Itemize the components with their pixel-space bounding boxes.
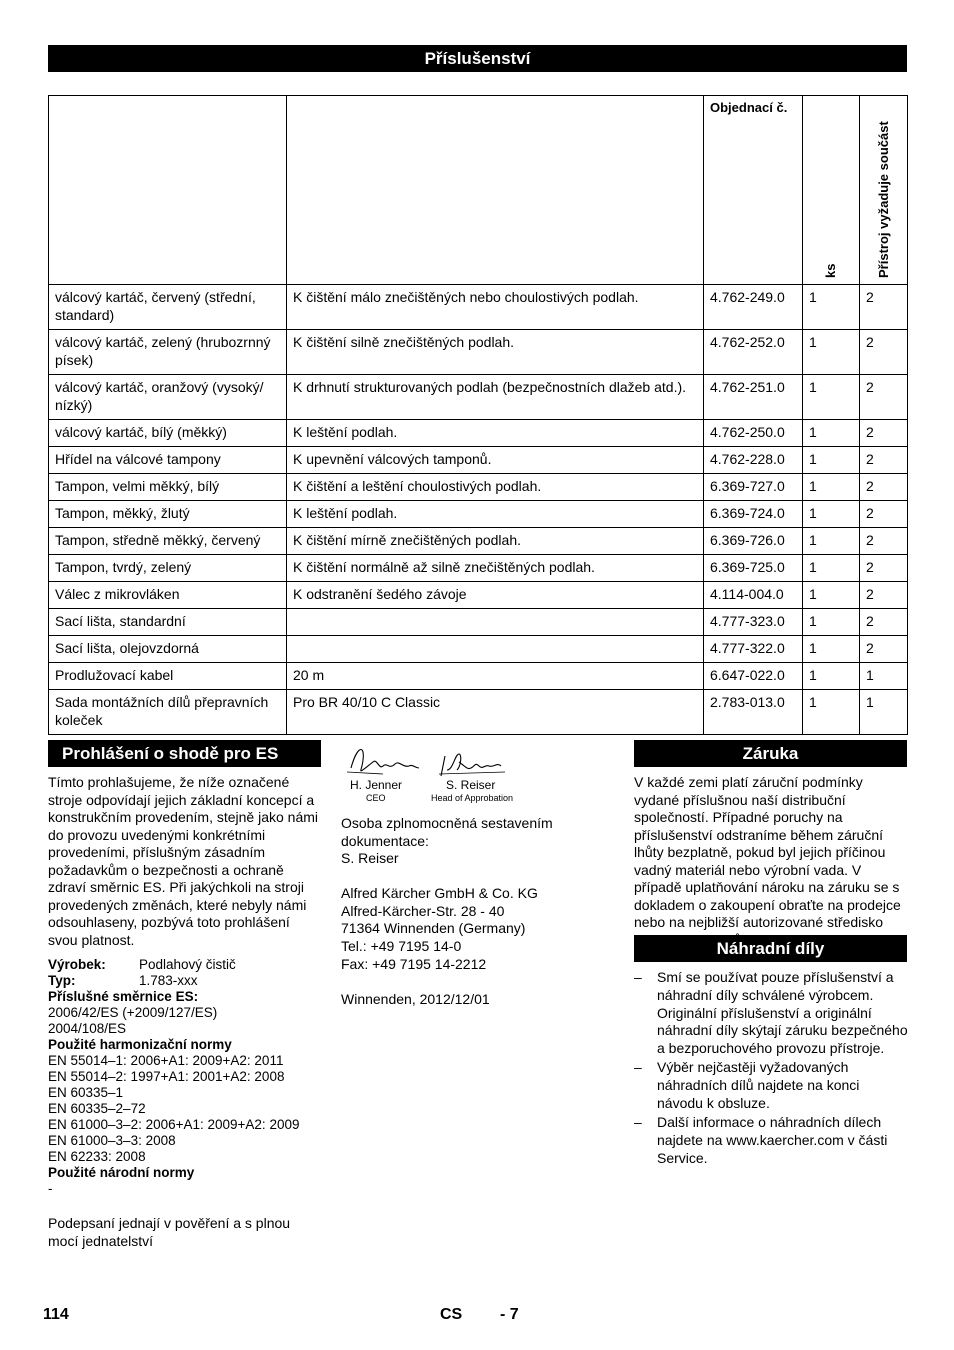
table-row — [49, 420, 908, 447]
header-required-label: Přístroj vyžaduje součást — [875, 121, 891, 278]
cell-ks: 1 — [803, 474, 860, 501]
cell-required: 2 — [860, 285, 908, 330]
company-city: 71364 Winnenden (Germany) — [341, 920, 526, 936]
cell-description — [287, 636, 704, 663]
cell-name: Tampon, středně měkký, červený — [49, 528, 287, 555]
cell-required: 2 — [860, 555, 908, 582]
cell-ks: 1 — [803, 690, 860, 735]
section-title-spare-parts: Náhradní díly — [634, 935, 907, 962]
signer-right-role: Head of Approbation — [431, 793, 514, 803]
cell-name: Tampon, tvrdý, zelený — [49, 555, 287, 582]
cell-ks: 1 — [803, 609, 860, 636]
cell-name: Hřídel na válcové tampony — [49, 447, 287, 474]
cell-description: K drhnutí strukturovaných podlah (bezpečnostních dlažeb atd.). — [287, 375, 704, 420]
spare-parts-item: Výběr nejčastěji vyžadovaných náhradních dílů najdete na konci návodu k obsluze. — [657, 1059, 860, 1111]
cell-description: K čištění mírně znečištěných podlah. — [287, 528, 704, 555]
product-label: Výrobek: — [48, 957, 106, 972]
header-ks — [803, 96, 860, 285]
cell-name: Tampon, měkký, žlutý — [49, 501, 287, 528]
header-order-number: Objednací č. — [704, 96, 803, 285]
company-street: Alfred-Kärcher-Str. 28 - 40 — [341, 903, 505, 919]
company-tel: Tel.: +49 7195 14-0 — [341, 938, 462, 954]
signature-reiser — [435, 748, 509, 780]
language-code: CS — [440, 1306, 463, 1323]
cell-order-number: 4.762-250.0 — [704, 420, 803, 447]
harmonized-item: EN 61000–3–3: 2008 — [48, 1133, 176, 1148]
table-row — [49, 609, 908, 636]
cell-name: válcový kartáč, bílý (měkký) — [49, 420, 287, 447]
signer-left-name: H. Jenner — [350, 778, 403, 792]
header-name — [49, 96, 287, 285]
cell-required: 2 — [860, 375, 908, 420]
cell-ks: 1 — [803, 555, 860, 582]
table-row — [49, 447, 908, 474]
header-ks-label: ks — [823, 263, 838, 278]
national-value: - — [48, 1181, 53, 1196]
page-number: 114 — [43, 1306, 69, 1323]
documentation-label: Osoba zplnomocněná sestavením dokumentace: — [341, 815, 553, 849]
section-title-declaration: Prohlášení o shodě pro ES — [48, 740, 321, 767]
cell-required: 2 — [860, 474, 908, 501]
harmonized-item: EN 60335–2–72 — [48, 1101, 146, 1116]
harmonized-item: EN 55014–1: 2006+A1: 2009+A2: 2011 — [48, 1053, 284, 1068]
table-header-row — [49, 96, 908, 285]
cell-ks: 1 — [803, 375, 860, 420]
signature-jenner — [343, 742, 423, 782]
header-required — [860, 96, 908, 285]
cell-ks: 1 — [803, 501, 860, 528]
spare-parts-item: Smí se používat pouze příslušenství a náhradní díly schválené výrobcem. Originální příslušenství a originální náhradní díly skýtají záruku bezpečného a bezporuchového provozu přístroje. — [657, 969, 908, 1057]
signed-note: Podepsaní jednají v pověření a s plnou mocí jednatelství — [48, 1215, 291, 1249]
accessories-table — [48, 95, 908, 735]
cell-name: Válec z mikrovláken — [49, 582, 287, 609]
cell-ks: 1 — [803, 528, 860, 555]
company-name: Alfred Kärcher GmbH & Co. KG — [341, 885, 538, 901]
cell-name: Sada montážních dílů přepravních koleček — [49, 690, 287, 735]
cell-name: Sací lišta, olejovzdorná — [49, 636, 287, 663]
warranty-text: V každé zemi platí záruční podmínky vydané příslušnou naší distribuční společností. Případné poruchy na příslušenství odstraníme během záruční lhůty bezplatně, pokud byl jejich příčinou vadný materiál nebo výrobní vada. V případě uplatňování nároku na záruku se s dokladem o zakoupení obraťte na prodejce nebo na nejbližší autorizované středisko — [634, 774, 901, 930]
table-row — [49, 501, 908, 528]
cell-description: K čištění málo znečištěných nebo choulostivých podlah. — [287, 285, 704, 330]
cell-description: 20 m — [287, 663, 704, 690]
cell-order-number: 4.762-252.0 — [704, 330, 803, 375]
cell-required: 2 — [860, 609, 908, 636]
table-row — [49, 690, 908, 735]
cell-order-number: 2.783-013.0 — [704, 690, 803, 735]
type-row — [48, 973, 198, 989]
harmonized-item: EN 61000–3–2: 2006+A1: 2009+A2: 2009 — [48, 1117, 300, 1132]
cell-order-number: 4.762-251.0 — [704, 375, 803, 420]
cell-order-number: 4.777-323.0 — [704, 609, 803, 636]
list-bullet: – — [634, 969, 642, 985]
cell-description: K odstranění šedého závoje — [287, 582, 704, 609]
table-row — [49, 285, 908, 330]
harmonized-item: EN 60335–1 — [48, 1085, 124, 1100]
cell-ks: 1 — [803, 447, 860, 474]
section-page — [500, 1306, 519, 1324]
cell-ks: 1 — [803, 636, 860, 663]
table-row — [49, 375, 908, 420]
cell-ks: 1 — [803, 420, 860, 447]
cell-required: 1 — [860, 690, 908, 735]
cell-ks: 1 — [803, 663, 860, 690]
section-page-text: - 7 — [500, 1306, 519, 1323]
directive-item: 2006/42/ES (+2009/127/ES) — [48, 1005, 218, 1020]
section-title-warranty: Záruka — [634, 740, 907, 767]
cell-required: 2 — [860, 528, 908, 555]
cell-description: K čištění silně znečištěných podlah. — [287, 330, 704, 375]
cell-description: Pro BR 40/10 C Classic — [287, 690, 704, 735]
company-fax: Fax: +49 7195 14-2212 — [341, 956, 487, 972]
cell-required: 2 — [860, 501, 908, 528]
cell-order-number: 4.777-322.0 — [704, 636, 803, 663]
cell-ks: 1 — [803, 582, 860, 609]
cell-required: 2 — [860, 447, 908, 474]
national-label: Použité národní normy — [48, 1165, 195, 1180]
cell-order-number: 6.369-725.0 — [704, 555, 803, 582]
directive-item: 2004/108/ES — [48, 1021, 127, 1036]
cell-name: Sací lišta, standardní — [49, 609, 287, 636]
cell-order-number: 4.762-228.0 — [704, 447, 803, 474]
harmonized-label: Použité harmonizační normy — [48, 1037, 232, 1052]
cell-required: 2 — [860, 420, 908, 447]
cell-ks: 1 — [803, 330, 860, 375]
cell-required: 1 — [860, 663, 908, 690]
cell-required: 2 — [860, 582, 908, 609]
signer-right-name: S. Reiser — [446, 778, 496, 792]
spare-parts-item: Další informace o náhradních dílech najdete na www.kaercher.com v části Service. — [657, 1114, 888, 1166]
product-value: Podlahový čistič — [139, 957, 236, 972]
table-row — [49, 663, 908, 690]
declaration-intro: Tímto prohlašujeme, že níže označené stroje odpovídají jejich základní koncepcí a konstrukčním provedením, stejně jako námi do provozu uvedenými konkrétními provedeními, příslušným zásadním požadavkům o bezpečnosti a ochraně zdraví směrnic ES. Při jakýchkoli na stroji provedených změnách, které nebyly námi odsouhlaseny, pozbývá toto prohlášení svou platnost. — [48, 774, 319, 948]
table-row — [49, 555, 908, 582]
cell-name: Prodlužovací kabel — [49, 663, 287, 690]
type-value: 1.783-xxx — [139, 973, 198, 988]
list-bullet: – — [634, 1114, 642, 1130]
table-row — [49, 474, 908, 501]
cell-description — [287, 609, 704, 636]
cell-description: K čištění a leštění choulostivých podlah. — [287, 474, 704, 501]
signer-left-role: CEO — [366, 793, 386, 803]
list-bullet: – — [634, 1059, 642, 1075]
cell-description: K leštění podlah. — [287, 420, 704, 447]
cell-order-number: 4.762-249.0 — [704, 285, 803, 330]
harmonized-item: EN 55014–2: 1997+A1: 2001+A2: 2008 — [48, 1069, 285, 1084]
place-date: Winnenden, 2012/12/01 — [341, 991, 490, 1007]
cell-order-number: 6.369-726.0 — [704, 528, 803, 555]
product-row — [48, 957, 236, 973]
header-desc — [287, 96, 704, 285]
type-label: Typ: — [48, 973, 76, 988]
cell-required: 2 — [860, 636, 908, 663]
cell-required: 2 — [860, 330, 908, 375]
cell-order-number: 6.369-727.0 — [704, 474, 803, 501]
table-row — [49, 636, 908, 663]
cell-name: válcový kartáč, červený (střední, standard) — [49, 285, 287, 330]
section-title-accessories: Příslušenství — [48, 45, 907, 72]
cell-description: K leštění podlah. — [287, 501, 704, 528]
documentation-person: S. Reiser — [341, 850, 399, 866]
cell-order-number: 6.647-022.0 — [704, 663, 803, 690]
directives-label: Příslušné směrnice ES: — [48, 989, 199, 1004]
cell-description: K upevnění válcových tamponů. — [287, 447, 704, 474]
cell-name: válcový kartáč, zelený (hrubozrnný písek) — [49, 330, 287, 375]
table-row — [49, 528, 908, 555]
cell-name: válcový kartáč, oranžový (vysoký/ nízký) — [49, 375, 287, 420]
cell-order-number: 4.114-004.0 — [704, 582, 803, 609]
cell-name: Tampon, velmi měkký, bílý — [49, 474, 287, 501]
cell-description: K čištění normálně až silně znečištěných podlah. — [287, 555, 704, 582]
table-row — [49, 582, 908, 609]
cell-order-number: 6.369-724.0 — [704, 501, 803, 528]
harmonized-item: EN 62233: 2008 — [48, 1149, 146, 1164]
cell-ks: 1 — [803, 285, 860, 330]
table-row — [49, 330, 908, 375]
